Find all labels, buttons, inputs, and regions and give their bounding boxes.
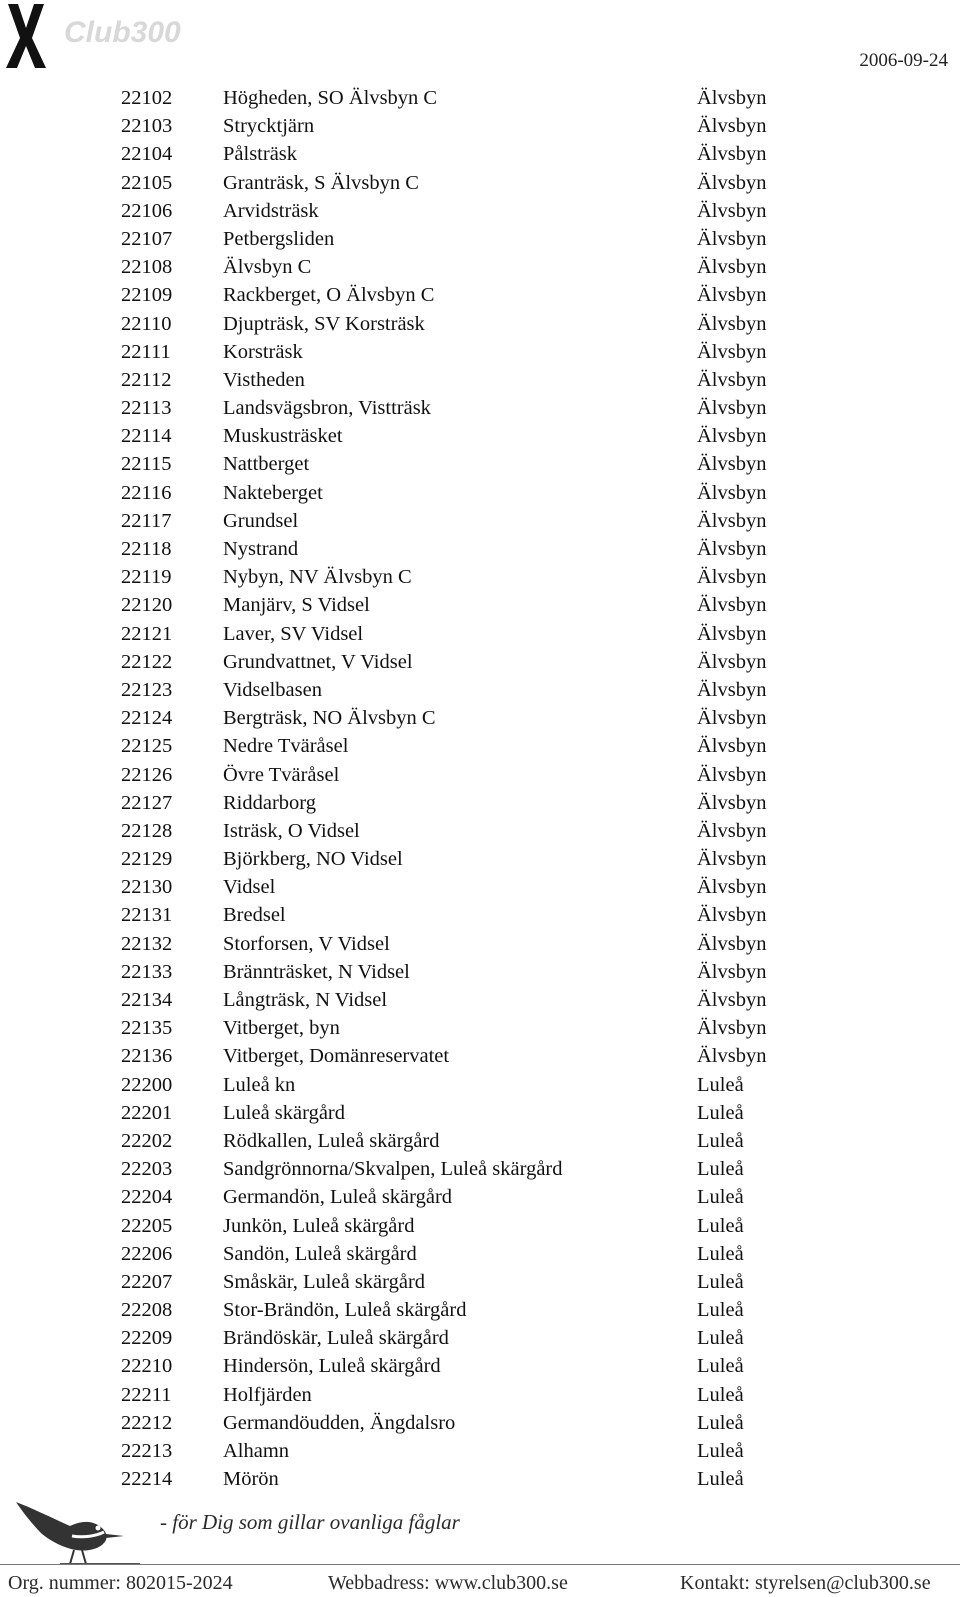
site-code: 22119	[121, 566, 172, 589]
site-code: 22205	[121, 1214, 173, 1237]
site-name: Sandön, Luleå skärgård	[223, 1242, 417, 1265]
municipality: Älvsbyn	[697, 481, 767, 504]
list-row	[0, 1127, 960, 1155]
site-name: Övre Tväråsel	[223, 763, 340, 786]
site-name: Vistheden	[223, 368, 305, 391]
site-code: 22208	[121, 1299, 173, 1322]
municipality: Älvsbyn	[697, 904, 767, 927]
site-name: Nybyn, NV Älvsbyn C	[223, 566, 412, 589]
municipality: Älvsbyn	[697, 340, 767, 363]
list-row	[0, 1071, 960, 1099]
site-name: Långträsk, N Vidsel	[223, 989, 388, 1011]
site-code: 22104	[121, 143, 173, 166]
list-row	[0, 169, 960, 197]
list-row	[0, 479, 960, 507]
site-code: 22117	[121, 509, 172, 532]
list-row	[0, 1437, 960, 1465]
municipality: Älvsbyn	[697, 227, 767, 250]
list-row	[0, 817, 960, 845]
list-row	[0, 1268, 960, 1296]
list-row	[0, 1240, 960, 1268]
list-row	[0, 366, 960, 394]
site-code: 22120	[121, 594, 173, 617]
site-name: Germandön, Luleå skärgård	[223, 1186, 453, 1209]
site-name: Rackberget, O Älvsbyn C	[223, 284, 435, 307]
footer-tagline: - för Dig som gillar ovanliga fåglar	[160, 1510, 460, 1534]
site-code: 22211	[121, 1383, 172, 1406]
site-code: 22118	[121, 538, 172, 560]
municipality: Älvsbyn	[697, 791, 767, 814]
list-row	[0, 422, 960, 450]
municipality: Luleå	[697, 1411, 744, 1434]
list-row	[0, 1465, 960, 1493]
list-row	[0, 648, 960, 676]
site-name: Pålsträsk	[223, 143, 298, 166]
site-name: Vidsel	[223, 876, 276, 899]
list-row	[0, 310, 960, 338]
list-row	[0, 225, 960, 253]
site-name: Landsvägsbron, Vistträsk	[223, 397, 431, 420]
club300-x-logo-icon	[4, 2, 48, 70]
list-row	[0, 930, 960, 958]
web-address: Webbadress: www.club300.se	[328, 1572, 568, 1594]
list-row	[0, 1042, 960, 1070]
municipality: Luleå	[697, 1242, 744, 1265]
site-name: Arvidsträsk	[223, 199, 319, 222]
site-code: 22123	[121, 678, 173, 701]
site-name: Djupträsk, SV Korsträsk	[223, 312, 425, 335]
bird-logo-icon	[12, 1496, 142, 1566]
municipality: Älvsbyn	[697, 707, 767, 730]
list-row	[0, 1212, 960, 1240]
site-name: Rödkallen, Luleå skärgård	[223, 1129, 440, 1152]
site-name: Brännträsket, N Vidsel	[223, 960, 410, 983]
list-row	[0, 1183, 960, 1211]
municipality: Älvsbyn	[697, 509, 767, 532]
municipality: Luleå	[697, 1129, 744, 1152]
site-code: 22127	[121, 791, 173, 814]
site-code: 22106	[121, 199, 173, 222]
site-code: 22204	[121, 1186, 173, 1209]
list-row	[0, 1099, 960, 1127]
municipality: Älvsbyn	[697, 735, 767, 758]
site-list	[0, 84, 960, 1493]
site-name: Nedre Tväråsel	[223, 735, 349, 758]
site-name: Älvsbyn C	[223, 256, 312, 279]
site-name: Hindersön, Luleå skärgård	[223, 1355, 441, 1378]
municipality: Älvsbyn	[697, 819, 767, 842]
list-row	[0, 901, 960, 929]
municipality: Älvsbyn	[697, 284, 767, 307]
list-row	[0, 1409, 960, 1437]
list-row	[0, 676, 960, 704]
site-code: 22202	[121, 1129, 173, 1152]
municipality: Älvsbyn	[697, 932, 767, 955]
municipality: Luleå	[697, 1101, 744, 1124]
list-row	[0, 253, 960, 281]
site-code: 22131	[121, 904, 173, 927]
municipality: Älvsbyn	[697, 171, 767, 194]
site-code: 22212	[121, 1411, 173, 1434]
municipality: Luleå	[697, 1270, 744, 1293]
site-name: Granträsk, S Älvsbyn C	[223, 171, 419, 194]
list-row	[0, 338, 960, 366]
club300-logo-text: Club300	[64, 16, 181, 49]
list-row	[0, 873, 960, 901]
list-row	[0, 140, 960, 168]
site-code: 22135	[121, 1017, 173, 1040]
list-row	[0, 450, 960, 478]
site-name: Manjärv, S Vidsel	[223, 594, 370, 617]
document-date: 2006-09-24	[859, 50, 948, 71]
site-name: Grundsel	[223, 509, 299, 532]
site-name: Germandöudden, Ängdalsro	[223, 1411, 456, 1434]
site-code: 22129	[121, 848, 173, 871]
municipality: Älvsbyn	[697, 566, 767, 589]
municipality: Luleå	[697, 1073, 744, 1096]
site-code: 22107	[121, 227, 173, 250]
municipality: Älvsbyn	[697, 989, 767, 1011]
site-name: Bergträsk, NO Älvsbyn C	[223, 707, 436, 730]
site-name: Vidselbasen	[223, 678, 322, 701]
site-name: Stor-Brändön, Luleå skärgård	[223, 1299, 467, 1322]
municipality: Älvsbyn	[697, 876, 767, 899]
site-code: 22109	[121, 284, 173, 307]
site-name: Vitberget, Domänreservatet	[223, 1045, 450, 1068]
site-code: 22124	[121, 707, 173, 730]
list-row	[0, 281, 960, 309]
municipality: Älvsbyn	[697, 115, 767, 138]
municipality: Älvsbyn	[697, 960, 767, 983]
municipality: Älvsbyn	[697, 538, 767, 560]
list-row	[0, 197, 960, 225]
list-row	[0, 1014, 960, 1042]
site-code: 22210	[121, 1355, 173, 1378]
list-row	[0, 761, 960, 789]
site-name: Bredsel	[223, 904, 286, 927]
site-code: 22133	[121, 960, 173, 983]
municipality: Älvsbyn	[697, 848, 767, 871]
site-name: Junkön, Luleå skärgård	[223, 1214, 415, 1237]
list-row	[0, 1296, 960, 1324]
site-code: 22115	[121, 453, 172, 476]
page-footer	[0, 1494, 960, 1597]
site-name: Småskär, Luleå skärgård	[223, 1270, 426, 1293]
site-code: 22213	[121, 1440, 173, 1462]
site-name: Alhamn	[223, 1440, 290, 1462]
list-row	[0, 563, 960, 591]
municipality: Luleå	[697, 1327, 744, 1350]
site-code: 22125	[121, 735, 173, 758]
contact-email: Kontakt: styrelsen@club300.se	[680, 1572, 931, 1594]
site-code: 22122	[121, 650, 173, 673]
list-row	[0, 1381, 960, 1409]
list-row	[0, 112, 960, 140]
municipality: Älvsbyn	[697, 763, 767, 786]
list-row	[0, 704, 960, 732]
list-row	[0, 507, 960, 535]
municipality: Älvsbyn	[697, 678, 767, 701]
municipality: Luleå	[697, 1299, 744, 1322]
site-name: Muskusträsket	[223, 425, 343, 448]
list-row	[0, 732, 960, 760]
municipality: Älvsbyn	[697, 397, 767, 420]
site-name: Högheden, SO Älvsbyn C	[223, 87, 438, 109]
site-code: 22203	[121, 1158, 173, 1181]
municipality: Älvsbyn	[697, 199, 767, 222]
site-code: 22200	[121, 1073, 173, 1096]
list-row	[0, 84, 960, 112]
site-code: 22128	[121, 819, 173, 842]
municipality: Älvsbyn	[697, 87, 767, 109]
municipality: Älvsbyn	[697, 143, 767, 166]
site-code: 22207	[121, 1270, 173, 1293]
municipality: Älvsbyn	[697, 312, 767, 335]
municipality: Luleå	[697, 1468, 744, 1491]
page-header	[0, 0, 960, 80]
site-name: Nystrand	[223, 538, 299, 560]
municipality: Älvsbyn	[697, 1017, 767, 1040]
footer-divider	[0, 1564, 960, 1565]
site-name: Grundvattnet, V Vidsel	[223, 650, 413, 673]
site-name: Nattberget	[223, 453, 310, 476]
org-number: Org. nummer: 802015-2024	[8, 1572, 233, 1594]
site-code: 22103	[121, 115, 173, 138]
site-name: Nakteberget	[223, 481, 323, 504]
site-name: Mörön	[223, 1468, 279, 1491]
site-code: 22136	[121, 1045, 173, 1068]
list-row	[0, 591, 960, 619]
site-code: 22116	[121, 481, 172, 504]
municipality: Luleå	[697, 1214, 744, 1237]
site-code: 22111	[121, 340, 171, 363]
list-row	[0, 986, 960, 1014]
site-name: Björkberg, NO Vidsel	[223, 848, 403, 871]
site-name: Riddarborg	[223, 791, 317, 814]
site-code: 22105	[121, 171, 173, 194]
list-row	[0, 789, 960, 817]
municipality: Älvsbyn	[697, 368, 767, 391]
list-row	[0, 394, 960, 422]
site-name: Laver, SV Vidsel	[223, 622, 364, 645]
municipality: Luleå	[697, 1355, 744, 1378]
list-row	[0, 535, 960, 563]
list-row	[0, 1155, 960, 1183]
site-code: 22114	[121, 425, 172, 448]
site-code: 22102	[121, 87, 173, 109]
municipality: Luleå	[697, 1383, 744, 1406]
site-name: Vitberget, byn	[223, 1017, 340, 1040]
site-code: 22209	[121, 1327, 173, 1350]
site-code: 22108	[121, 256, 173, 279]
list-row	[0, 958, 960, 986]
municipality: Älvsbyn	[697, 1045, 767, 1068]
municipality: Älvsbyn	[697, 650, 767, 673]
list-row	[0, 1352, 960, 1380]
site-code: 22113	[121, 397, 172, 420]
municipality: Älvsbyn	[697, 256, 767, 279]
site-name: Luleå skärgård	[223, 1101, 345, 1124]
site-code: 22126	[121, 763, 173, 786]
site-code: 22206	[121, 1242, 173, 1265]
site-code: 22130	[121, 876, 173, 899]
list-row	[0, 1324, 960, 1352]
site-name: Petbergsliden	[223, 227, 335, 250]
municipality: Älvsbyn	[697, 594, 767, 617]
list-row	[0, 845, 960, 873]
site-name: Sandgrönnorna/Skvalpen, Luleå skärgård	[223, 1158, 563, 1181]
site-code: 22134	[121, 989, 173, 1011]
site-code: 22214	[121, 1468, 173, 1491]
site-name: Korsträsk	[223, 340, 303, 363]
site-code: 22132	[121, 932, 173, 955]
site-name: Storforsen, V Vidsel	[223, 932, 390, 955]
site-name: Isträsk, O Vidsel	[223, 819, 360, 842]
municipality: Älvsbyn	[697, 622, 767, 645]
site-name: Luleå kn	[223, 1073, 296, 1096]
site-name: Brändöskär, Luleå skärgård	[223, 1327, 449, 1350]
site-name: Holfjärden	[223, 1383, 312, 1406]
municipality: Luleå	[697, 1186, 744, 1209]
site-code: 22110	[121, 312, 172, 335]
site-code: 22112	[121, 368, 172, 391]
municipality: Älvsbyn	[697, 453, 767, 476]
municipality: Luleå	[697, 1440, 744, 1462]
municipality: Älvsbyn	[697, 425, 767, 448]
site-name: Strycktjärn	[223, 115, 315, 138]
site-code: 22201	[121, 1101, 173, 1124]
site-code: 22121	[121, 622, 173, 645]
list-row	[0, 620, 960, 648]
municipality: Luleå	[697, 1158, 744, 1181]
